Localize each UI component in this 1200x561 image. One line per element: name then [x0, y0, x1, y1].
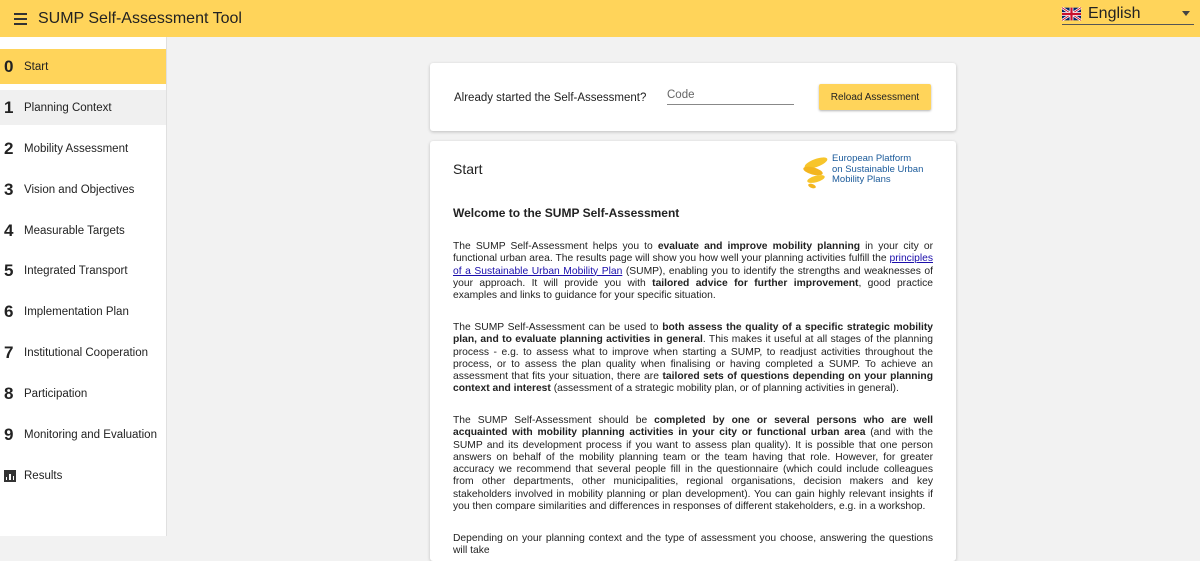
step-number: 9	[4, 424, 14, 444]
step-number: 7	[4, 342, 14, 362]
page-title: Start	[453, 161, 483, 177]
intro-paragraph-4: Depending on your planning context and the type of assessment you choose, answering the questions will take	[453, 533, 933, 557]
chevron-down-icon	[1182, 11, 1190, 16]
sidebar-item-measurable-targets[interactable]	[0, 213, 166, 248]
code-input[interactable]	[667, 85, 794, 105]
sidebar-item-label: Integrated Transport	[24, 264, 128, 277]
resume-question: Already started the Self-Assessment?	[454, 92, 647, 104]
principles-link[interactable]: principles of a Sustainable Urban Mobility Plan	[453, 253, 933, 277]
app-title: SUMP Self-Assessment Tool	[38, 9, 242, 27]
step-number: 3	[4, 179, 14, 199]
sidebar-item-label: Participation	[24, 387, 88, 400]
logo-text	[832, 154, 923, 186]
sidebar-item-label: Start	[24, 60, 49, 73]
sidebar-item-label: Measurable Targets	[24, 224, 125, 237]
intro-paragraph-2: The SUMP Self-Assessment can be used to both assess the quality of a specific strategic mobility plan, and to evaluate planning activities in general. This makes it useful at all stages of the planning process - e.g. to assess what to improve when starting a SUMP, to readjust activities throughout the process, or to assess the plan quality when finalising or having completed a SUMP. To achieve an assessment that fits your situation, there are tailored sets of questions depending on your planning context and interest (assessment of a strategic mobility plan, or of planning activities in general).	[453, 322, 933, 395]
top-app-bar	[0, 0, 1200, 37]
step-number: 1	[4, 97, 14, 117]
bar-chart-icon	[4, 470, 16, 482]
sidebar-item-planning-context[interactable]	[0, 90, 166, 125]
sidebar-item-label: Planning Context	[24, 101, 112, 114]
uk-flag-icon	[1062, 7, 1081, 21]
sidebar-item-mobility-assessment[interactable]	[0, 131, 166, 166]
sidebar-item-start[interactable]	[0, 49, 166, 84]
sidebar-item-label: Results	[24, 469, 63, 482]
welcome-heading: Welcome to the SUMP Self-Assessment	[453, 206, 680, 220]
sidebar-item-monitoring-evaluation[interactable]	[0, 417, 166, 452]
sidebar-item-label: Institutional Cooperation	[24, 346, 149, 359]
start-card	[430, 141, 956, 561]
sidebar-item-integrated-transport[interactable]	[0, 253, 166, 288]
reload-assessment-button[interactable]: Reload Assessment	[819, 84, 931, 110]
sidebar-item-vision-objectives[interactable]	[0, 172, 166, 207]
sidebar-item-label: Implementation Plan	[24, 305, 129, 318]
sidebar-item-label: Monitoring and Evaluation	[24, 428, 157, 441]
step-number: 2	[4, 138, 14, 158]
resume-card	[430, 63, 956, 131]
step-number: 4	[4, 220, 14, 240]
logo-mark-icon	[802, 153, 830, 189]
logo-line: European Platform	[832, 153, 912, 164]
logo-line: on Sustainable Urban	[832, 163, 924, 175]
step-number: 6	[4, 301, 14, 321]
sidebar-item-label: Mobility Assessment	[24, 142, 129, 155]
logo-line: Mobility Plans	[832, 174, 891, 185]
intro-paragraph-3: The SUMP Self-Assessment should be completed by one or several persons who are well acquainted with mobility planning activities in your city or functional urban area (and with the SUMP and its development process if you want to assess plan quality). It is possible that one person answers on behalf of the mobility planning team or the team having that role. However, for greater accuracy we recommend that several people fill in the questionnaire (which could include colleagues from other departments, other municipalities, regional organisations, decision makers and key stakeholders involved in mobility planning or plan development). You can gain highly relevant insights if you then compare similarities and differences in responses of different stakeholders, e.g. in a workshop.	[453, 415, 933, 513]
intro-paragraph-1: The SUMP Self-Assessment helps you to evaluate and improve mobility planning in your city or functional urban area. The results page will show you how well your planning activities fulfill the principles of a Sustainable Urban Mobility Plan (SUMP), enabling you to identify the strengths and weaknesses of your approach. It will provide you with tailored advice for further improvement, good practice examples and links to guidance for your specific situation.	[453, 241, 934, 302]
sidebar-item-label: Vision and Objectives	[24, 183, 135, 196]
sidebar-item-institutional-cooperation[interactable]	[0, 335, 166, 370]
sidebar	[0, 37, 167, 536]
sidebar-item-participation[interactable]	[0, 376, 166, 411]
language-label: English	[1088, 4, 1141, 22]
step-number: 8	[4, 383, 14, 403]
eltis-logo	[802, 153, 942, 193]
language-select[interactable]	[1062, 3, 1194, 25]
sidebar-item-results[interactable]	[0, 458, 166, 493]
step-number: 5	[4, 260, 14, 280]
menu-icon[interactable]	[5, 4, 35, 34]
step-number: 0	[4, 56, 14, 76]
sidebar-item-implementation-plan[interactable]	[0, 294, 166, 329]
